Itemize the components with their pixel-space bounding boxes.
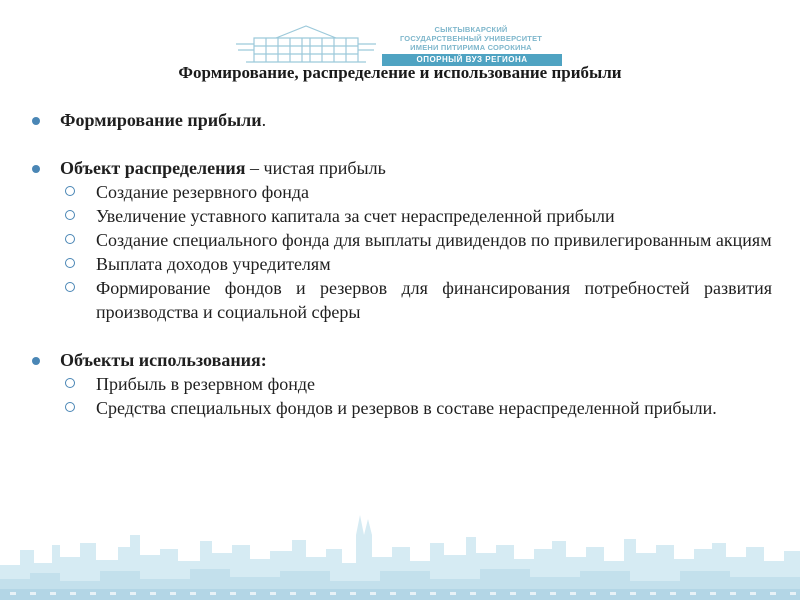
bullet-dot-icon bbox=[32, 357, 40, 365]
sub-list bbox=[32, 372, 772, 420]
sub-list-item bbox=[32, 180, 772, 204]
bullet-item bbox=[32, 156, 772, 180]
sub-list-item bbox=[32, 228, 772, 252]
bullet-item bbox=[32, 348, 772, 372]
university-name-line: ИМЕНИ ПИТИРИМА СОРОКИНА bbox=[410, 43, 532, 52]
slide-content bbox=[32, 108, 772, 444]
bullet-dot-icon bbox=[32, 117, 40, 125]
sub-list-item bbox=[32, 204, 772, 228]
bullet-heading: Объект распределения bbox=[60, 158, 246, 178]
hollow-circle-icon bbox=[65, 234, 75, 244]
sub-item-text: Создание специального фонда для выплаты дивидендов по привилегированным акциям bbox=[96, 230, 772, 250]
bullet-text: . bbox=[261, 110, 267, 130]
section-usage bbox=[32, 348, 772, 420]
bullet-heading: Формирование прибыли bbox=[60, 110, 262, 130]
slide-title: Формирование, распределение и использование прибыли bbox=[178, 63, 622, 82]
sub-list-item bbox=[32, 372, 772, 396]
sub-list bbox=[32, 180, 772, 324]
bullet-heading: Объекты использования: bbox=[60, 350, 267, 370]
university-logo bbox=[236, 20, 566, 66]
hollow-circle-icon bbox=[65, 282, 75, 292]
sub-item-text: Прибыль в резервном фонде bbox=[96, 374, 316, 394]
city-skyline-icon bbox=[0, 505, 800, 600]
hollow-circle-icon bbox=[65, 402, 75, 412]
hollow-circle-icon bbox=[65, 258, 75, 268]
bullet-dot-icon bbox=[32, 165, 40, 173]
hollow-circle-icon bbox=[65, 186, 75, 196]
bullet-text: – чистая прибыль bbox=[245, 158, 386, 178]
hollow-circle-icon bbox=[65, 378, 75, 388]
sub-list-item bbox=[32, 276, 772, 324]
university-name-line: ГОСУДАРСТВЕННЫЙ УНИВЕРСИТЕТ bbox=[399, 34, 543, 43]
bullet-item bbox=[32, 108, 772, 132]
sub-item-text: Выплата доходов учредителям bbox=[96, 254, 331, 274]
hollow-circle-icon bbox=[65, 210, 75, 220]
region-banner: ОПОРНЫЙ ВУЗ РЕГИОНА bbox=[382, 54, 562, 66]
university-name-line: СЫКТЫВКАРСКИЙ bbox=[434, 25, 508, 34]
section-formation bbox=[32, 108, 772, 132]
sub-item-text: Формирование фондов и резервов для финансирования потребностей развития производства и социальной сферы bbox=[96, 278, 772, 322]
sub-list-item bbox=[32, 252, 772, 276]
university-building-icon bbox=[236, 20, 376, 66]
sub-item-text: Создание резервного фонда bbox=[96, 182, 310, 202]
university-name bbox=[386, 25, 556, 52]
sub-item-text: Средства специальных фондов и резервов в составе нераспределенной прибыли. bbox=[96, 398, 717, 418]
section-distribution bbox=[32, 156, 772, 324]
sub-item-text: Увеличение уставного капитала за счет нераспределенной прибыли bbox=[96, 206, 615, 226]
sub-list-item bbox=[32, 396, 772, 420]
